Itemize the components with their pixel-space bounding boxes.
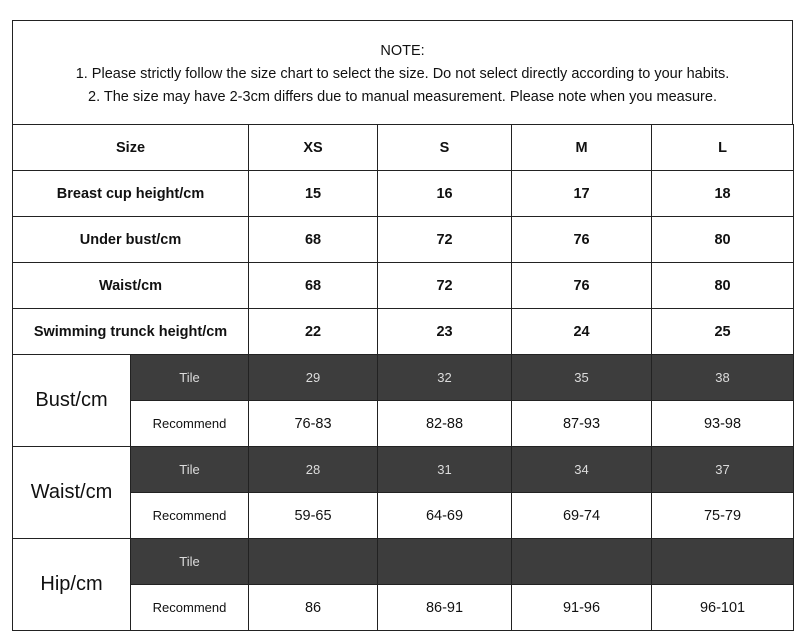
row-label: Swimming trunck height/cm	[13, 309, 249, 355]
table-cell: 68	[249, 263, 378, 309]
table-cell: 76	[512, 263, 652, 309]
table-cell: 28	[249, 447, 378, 493]
size-m: M	[512, 125, 652, 171]
note-line-2: 2. The size may have 2-3cm differs due to manual measurement. Please note when you measure.	[88, 89, 717, 105]
table-cell	[378, 539, 512, 585]
table-cell: 38	[652, 355, 794, 401]
table-cell: 87-93	[512, 401, 652, 447]
group-label-waist: Waist/cm	[13, 447, 131, 539]
recommend-label: Recommend	[131, 585, 249, 631]
table-cell: 69-74	[512, 493, 652, 539]
size-table	[12, 124, 794, 631]
size-chart	[12, 20, 793, 630]
note-box	[12, 20, 793, 124]
table-cell: 24	[512, 309, 652, 355]
size-header-label: Size	[13, 125, 249, 171]
table-cell: 82-88	[378, 401, 512, 447]
table-cell: 86	[249, 585, 378, 631]
row-label: Waist/cm	[13, 263, 249, 309]
table-cell: 86-91	[378, 585, 512, 631]
size-xs: XS	[249, 125, 378, 171]
table-row	[13, 493, 794, 539]
table-cell: 76-83	[249, 401, 378, 447]
group-label-bust: Bust/cm	[13, 355, 131, 447]
table-cell: 72	[378, 263, 512, 309]
table-cell: 35	[512, 355, 652, 401]
note-title: NOTE:	[380, 43, 425, 59]
recommend-label: Recommend	[131, 401, 249, 447]
table-cell: 72	[378, 217, 512, 263]
row-label: Under bust/cm	[13, 217, 249, 263]
header-row	[13, 125, 794, 171]
table-cell: 37	[652, 447, 794, 493]
table-cell	[652, 539, 794, 585]
table-row	[13, 217, 794, 263]
note-line-1: 1. Please strictly follow the size chart to select the size. Do not select directly according to your habits.	[75, 66, 730, 82]
table-cell: 29	[249, 355, 378, 401]
tile-label: Tile	[131, 355, 249, 401]
table-cell: 68	[249, 217, 378, 263]
tile-label: Tile	[131, 539, 249, 585]
table-row	[13, 539, 794, 585]
table-cell: 31	[378, 447, 512, 493]
table-cell: 15	[249, 171, 378, 217]
table-cell: 91-96	[512, 585, 652, 631]
table-cell: 25	[652, 309, 794, 355]
table-cell: 76	[512, 217, 652, 263]
size-l: L	[652, 125, 794, 171]
table-cell: 23	[378, 309, 512, 355]
table-cell: 93-98	[652, 401, 794, 447]
table-cell: 34	[512, 447, 652, 493]
table-row	[13, 309, 794, 355]
table-cell	[512, 539, 652, 585]
table-row	[13, 447, 794, 493]
table-cell: 16	[378, 171, 512, 217]
table-cell	[249, 539, 378, 585]
table-row	[13, 171, 794, 217]
table-cell: 64-69	[378, 493, 512, 539]
row-label: Breast cup height/cm	[13, 171, 249, 217]
table-row	[13, 585, 794, 631]
table-row	[13, 401, 794, 447]
group-label-hip: Hip/cm	[13, 539, 131, 631]
tile-label: Tile	[131, 447, 249, 493]
table-row	[13, 263, 794, 309]
table-cell: 18	[652, 171, 794, 217]
recommend-label: Recommend	[131, 493, 249, 539]
size-s: S	[378, 125, 512, 171]
table-cell: 80	[652, 217, 794, 263]
table-cell: 59-65	[249, 493, 378, 539]
table-cell: 32	[378, 355, 512, 401]
table-row	[13, 355, 794, 401]
table-cell: 80	[652, 263, 794, 309]
table-cell: 17	[512, 171, 652, 217]
table-cell: 96-101	[652, 585, 794, 631]
table-cell: 75-79	[652, 493, 794, 539]
table-cell: 22	[249, 309, 378, 355]
